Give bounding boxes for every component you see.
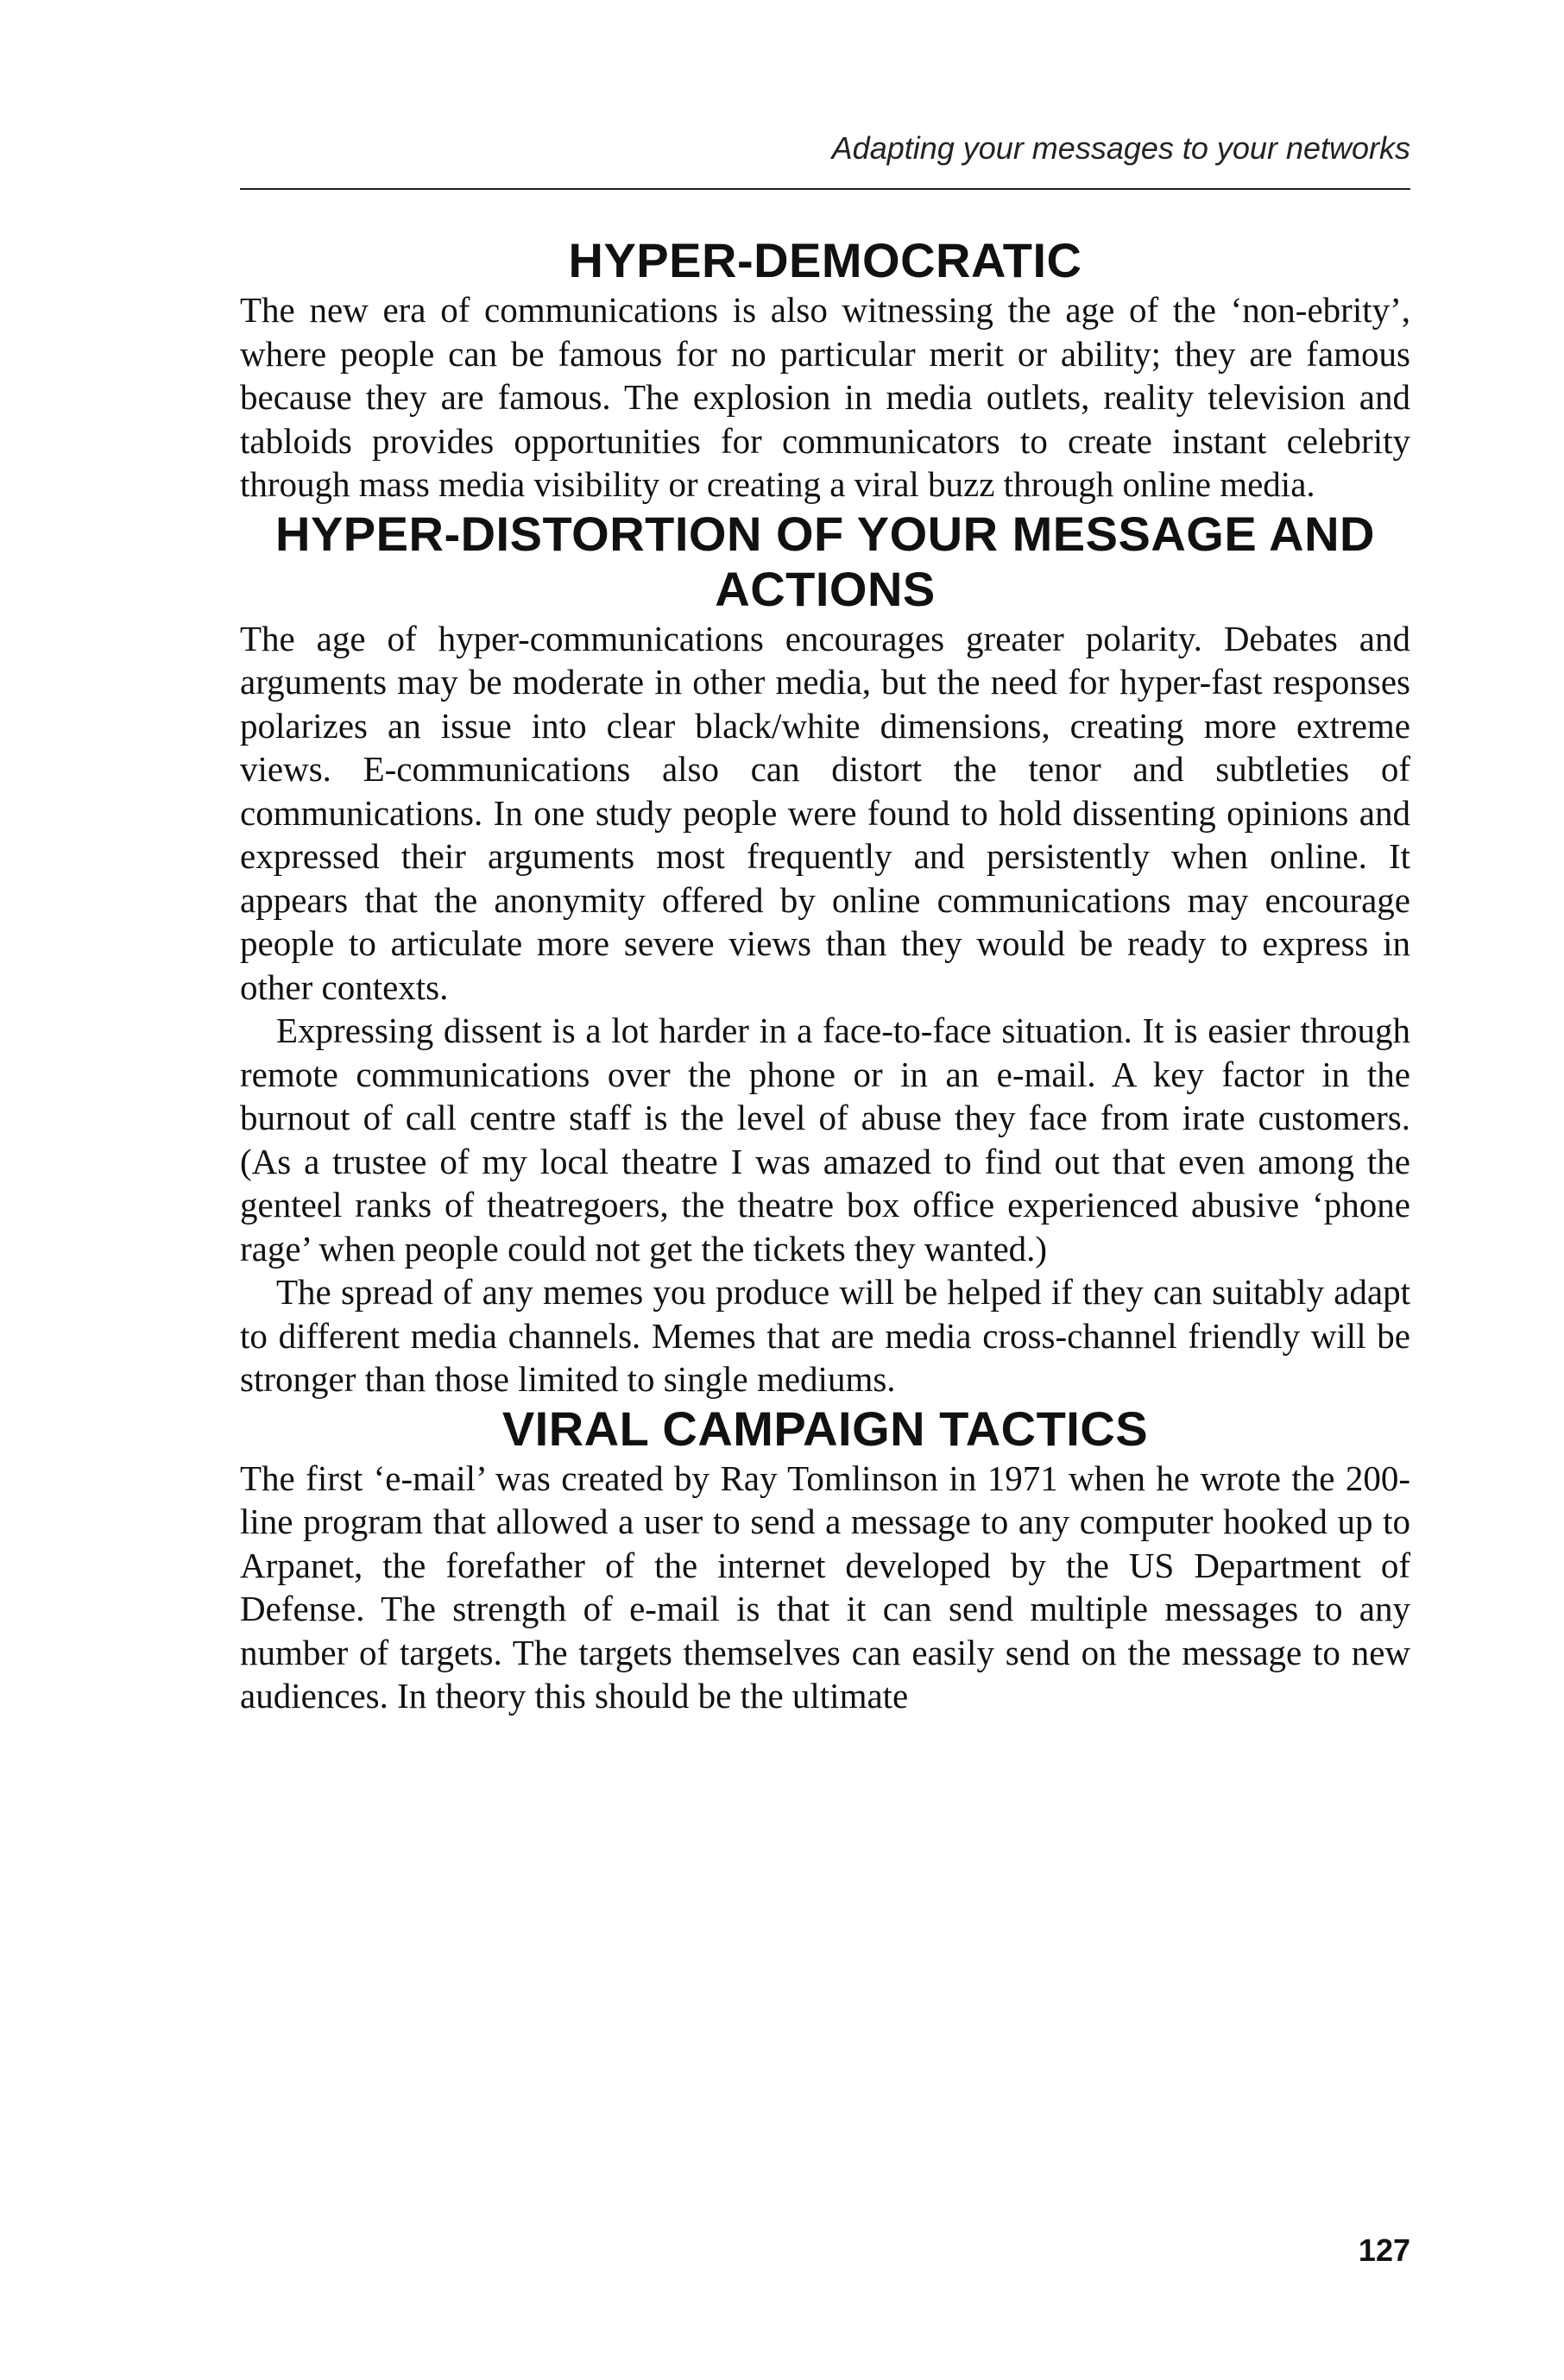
running-head: Adapting your messages to your networks <box>831 130 1410 166</box>
page-body <box>240 233 1410 1718</box>
body-paragraph: The first ‘e-mail’ was created by Ray Tomlinson in 1971 when he wrote the 200-line program that allowed a user to send a message to any computer hooked up to Arpanet, the forefather of the internet developed by the US Department of Defense. The strength of e-mail is that it can send multiple messages to any number of targets. The targets themselves can easily send on the message to new audiences. In theory this should be the ultimate <box>240 1458 1410 1716</box>
body-paragraph: The new era of communications is also witnessing the age of the ‘non-ebrity’, where people can be famous for no particular merit or ability; they are famous because they are famous. The explosion in media outlets, reality television and tabloids provides opportunities for communicators to create instant celebrity through mass media visibility or creating a viral buzz through online media. <box>240 290 1410 504</box>
header-rule <box>240 188 1410 190</box>
page-number: 127 <box>1358 2232 1410 2268</box>
section-heading-hyper-distortion: HYPER-DISTORTION OF YOUR MESSAGE AND ACTIONS <box>275 506 1375 616</box>
body-paragraph: Expressing dissent is a lot harder in a face-to-face situation. It is easier through remote communications over the phone or in an e-mail. A key factor in the burnout of call centre staff is the level of abuse they face from irate customers. (As a trustee of my local theatre I was amazed to find out that even among the genteel ranks of theatregoers, the theatre box office experienced abusive ‘phone rage’ when people could not get the tickets they wanted.) <box>240 1011 1410 1269</box>
body-paragraph: The age of hyper-communications encourages greater polarity. Debates and arguments may be moderate in other media, but the need for hyper-fast responses polarizes an issue into clear black/white dimensions, creating more extreme views. E-communications also can distort the tenor and subtleties of communications. In one study people were found to hold dissenting opinions and expressed their arguments most frequently and persistently when online. It appears that the anonymity offered by online communications may encourage people to articulate more severe views than they would be ready to express in other contexts. <box>240 618 1410 1007</box>
section-heading-hyper-democratic: HYPER-DEMOCRATIC <box>568 233 1082 287</box>
section-heading-viral-campaign-tactics: VIRAL CAMPAIGN TACTICS <box>501 1401 1149 1456</box>
body-paragraph: The spread of any memes you produce will be helped if they can suitably adapt to different media channels. Memes that are media cross-channel friendly will be stronger than those limited to single mediums. <box>240 1272 1410 1399</box>
